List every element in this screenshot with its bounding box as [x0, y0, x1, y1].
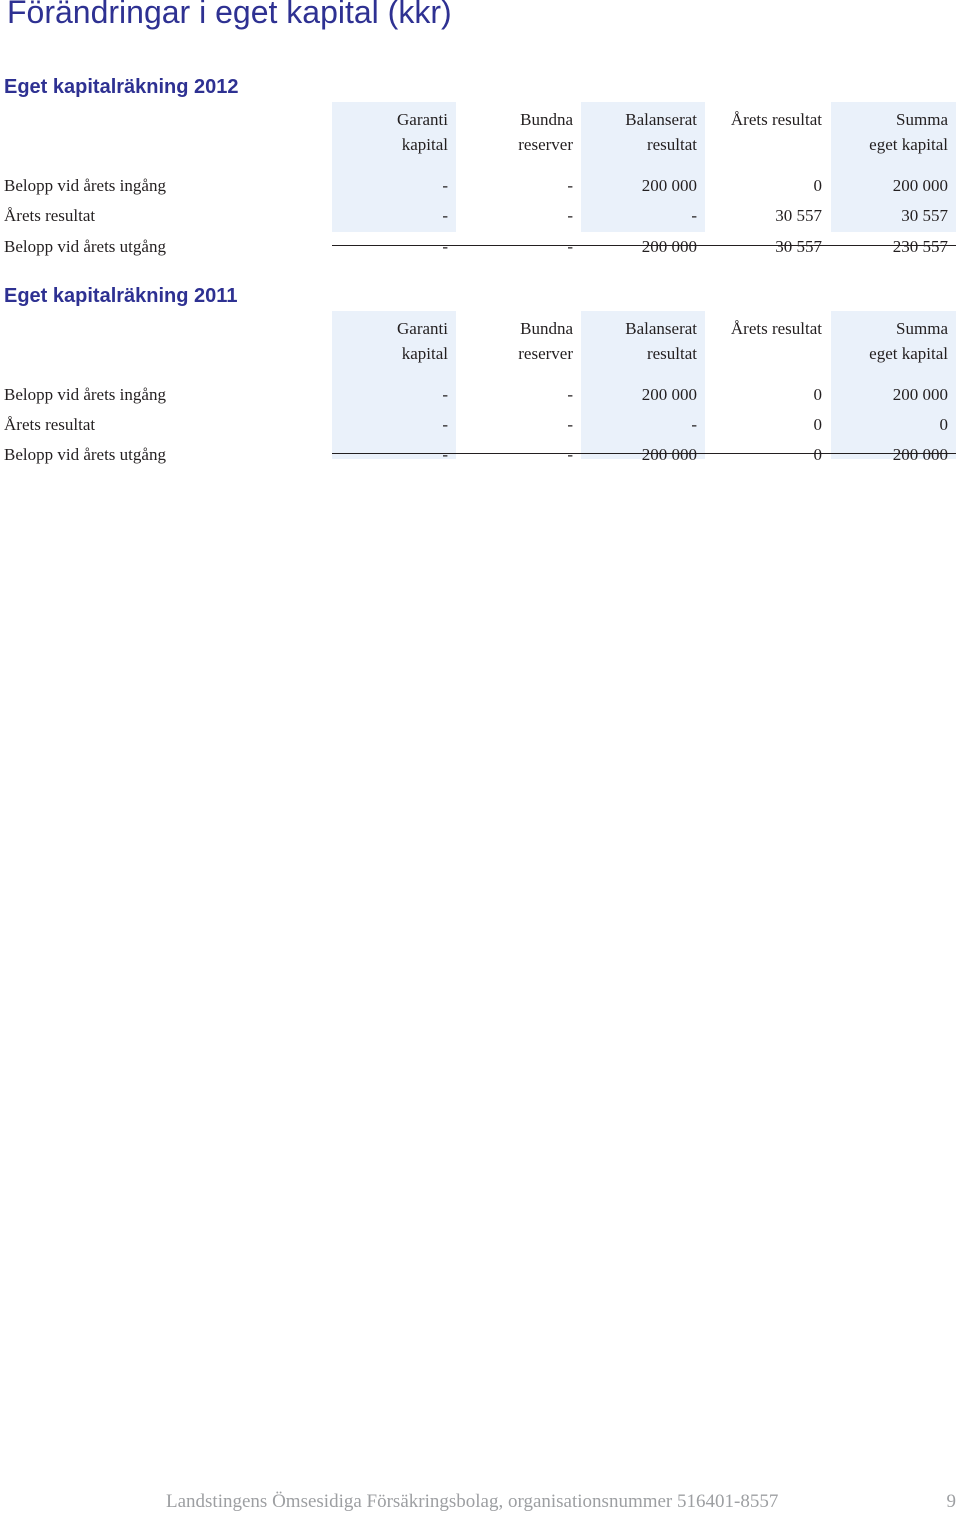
column-header-garanti-kapital: Garanti kapital — [397, 110, 448, 154]
column-header-balanserat-resultat: Balanserat resultat — [625, 110, 697, 154]
table-header — [0, 311, 956, 381]
cell-value: - — [567, 415, 573, 434]
column-header-bundna-reserver: Bundna reserver — [518, 110, 573, 154]
row-label: Belopp vid årets utgång — [4, 445, 166, 464]
cell-value: - — [691, 415, 697, 434]
cell-value: 200 000 — [892, 385, 948, 404]
page-title: Förändringar i eget kapital (kkr) — [7, 0, 452, 30]
cell-value: 200 000 — [892, 176, 948, 195]
page-number: 9 — [946, 1491, 956, 1512]
cell-value: 200 000 — [641, 176, 697, 195]
row-label: Belopp vid årets ingång — [4, 385, 166, 404]
cell-value: - — [567, 237, 573, 256]
cell-value: - — [442, 176, 448, 195]
cell-value: - — [567, 176, 573, 195]
footer-company-text: Landstingens Ömsesidiga Försäkringsbolag, organisationsnummer 516401-8557 — [166, 1491, 779, 1512]
column-header-balanserat-resultat: Balanserat resultat — [625, 319, 697, 363]
row-label: Belopp vid årets ingång — [4, 176, 166, 195]
row-label: Belopp vid årets utgång — [4, 237, 166, 256]
section-heading: Eget kapitalräkning 2012 — [4, 76, 239, 98]
section-heading: Eget kapitalräkning 2011 — [4, 285, 238, 307]
cell-value: - — [567, 445, 573, 464]
cell-value: - — [442, 237, 448, 256]
cell-value: 0 — [813, 176, 822, 195]
cell-value: 200 000 — [641, 385, 697, 404]
cell-value: 200 000 — [641, 237, 697, 256]
table-row-total — [0, 440, 956, 470]
cell-value: - — [442, 445, 448, 464]
cell-value: - — [442, 385, 448, 404]
column-header-arets-resultat: Årets resultat — [730, 319, 822, 338]
column-header-summa-eget-kapital: Summa eget kapital — [869, 319, 948, 363]
cell-value: - — [442, 206, 448, 225]
cell-value: - — [442, 415, 448, 434]
cell-value: 0 — [813, 385, 822, 404]
cell-value: 30 557 — [775, 237, 822, 256]
cell-value: 30 557 — [901, 206, 948, 225]
cell-value: 230 557 — [892, 237, 948, 256]
row-label: Årets resultat — [4, 415, 96, 434]
table-row-total — [0, 232, 956, 262]
cell-value: 200 000 — [641, 445, 697, 464]
cell-value: 0 — [813, 445, 822, 464]
column-header-arets-resultat: Årets resultat — [730, 110, 822, 129]
cell-value: 0 — [939, 415, 948, 434]
cell-value: 0 — [813, 415, 822, 434]
column-header-garanti-kapital: Garanti kapital — [397, 319, 448, 363]
table-row — [0, 201, 956, 231]
row-label: Årets resultat — [4, 206, 96, 225]
table-header — [0, 102, 956, 172]
cell-value: - — [567, 206, 573, 225]
cell-value: 30 557 — [775, 206, 822, 225]
cell-value: - — [691, 206, 697, 225]
table-row — [0, 171, 956, 201]
cell-value: 200 000 — [892, 445, 948, 464]
table-row — [0, 410, 956, 440]
table-row — [0, 380, 956, 410]
cell-value: - — [567, 385, 573, 404]
column-header-summa-eget-kapital: Summa eget kapital — [869, 110, 948, 154]
page-footer — [0, 1490, 956, 1516]
column-header-bundna-reserver: Bundna reserver — [518, 319, 573, 363]
